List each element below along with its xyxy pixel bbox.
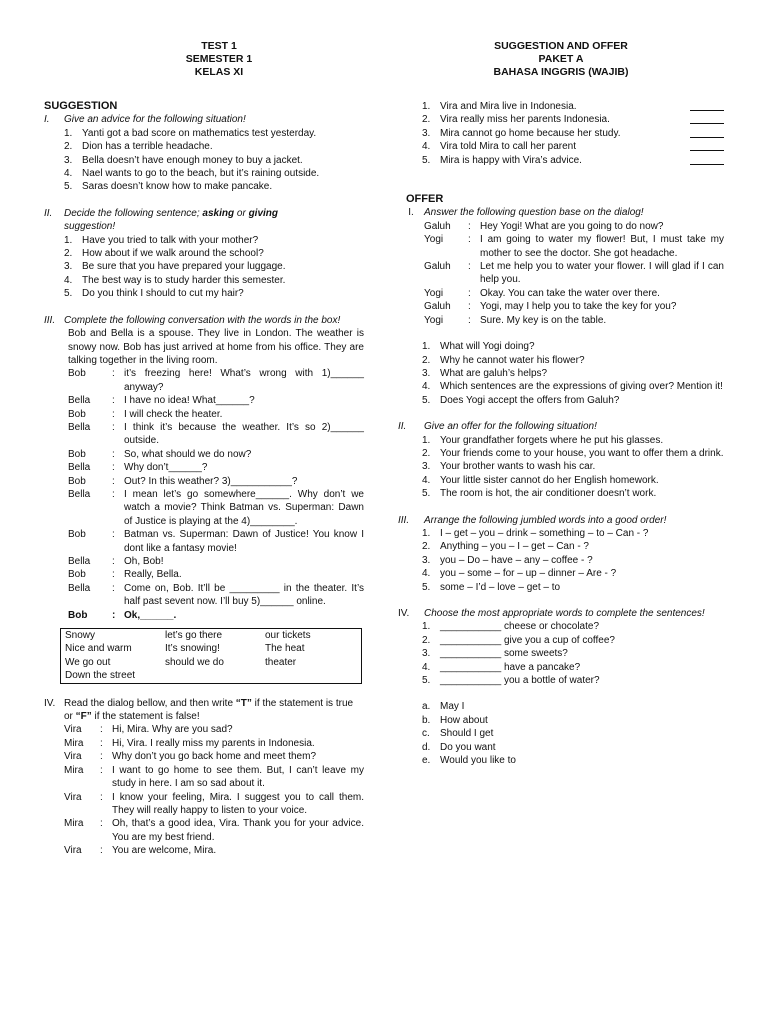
list-item: 2. Anything – you – I – get – Can - ? (422, 541, 589, 553)
list-item: 5. The room is hot, the air conditioner doesn’t work. (422, 488, 657, 500)
list-item: 1. Have you tried to talk with your mother? (64, 234, 259, 246)
dialog-line: Bella : Oh, Bob! (68, 556, 164, 567)
tf-item: 4. Vira told Mira to call her parent (422, 140, 724, 153)
test-label: TEST 1 (201, 40, 237, 52)
dialog-line: Galuh : Let me help you to water your flower. I will glad if I can help you. (424, 261, 724, 286)
tf-list (422, 100, 724, 167)
answer-blank (690, 127, 724, 138)
dialog-line: Bob : Batman vs. Superman: Dawn of Justice! You know I dont like a fantasy movie! (68, 529, 364, 554)
list-item: 4. you – some – for – up – dinner – Are - ? (422, 568, 617, 580)
list-item: 3. Your brother wants to wash his car. (422, 461, 596, 473)
dialog-line: Vira : I know your feeling, Mira. I suggest you to call them. They will really happy to listen to your voice. (64, 791, 364, 816)
tf-item: 1. Vira and Mira live in Indonesia. (422, 100, 724, 113)
s3-dialog (68, 367, 364, 622)
list-item: 3. you – Do – have – any – coffee - ? (422, 554, 593, 566)
dialog-line: Yogi : Okay. You can take the water over there. (424, 287, 660, 299)
dialog-line: Bob : it’s freezing here! What’s wrong with 1)______ anyway? (68, 368, 364, 393)
list-item: 2. ___________ give you a cup of coffee? (422, 634, 615, 646)
o1-instruction: I. Answer the following question base on the dialog! (408, 207, 644, 219)
dialog-line: Vira : Why don’t you go back home and meet them? (64, 751, 317, 763)
dialog-line: Bob : So, what should we do now? (68, 448, 252, 460)
list-item: 4. Your little sister cannot do her English homework. (422, 474, 659, 486)
dialog-line: Mira : Hi, Vira. I really miss my parents in Indonesia. (64, 737, 315, 749)
dialog-line: Bob : Ok,______. (68, 609, 177, 621)
package-label: PAKET A (538, 53, 584, 65)
list-item: 4. Nael wants to go to the beach, but it’s raining outside. (64, 168, 320, 180)
option-item: e. Would you like to (422, 755, 516, 767)
list-item: 1. Yanti got a bad score on mathematics test yesterday. (64, 127, 317, 139)
topic-label: SUGGESTION AND OFFER (494, 40, 628, 52)
list-item: 2. Dion has a terrible headache. (64, 141, 213, 153)
offer-title: OFFER (406, 193, 444, 206)
o1-dialog (424, 220, 724, 327)
o2-instruction: II. Give an offer for the following situation! (398, 421, 597, 433)
dialog-line: Vira : You are welcome, Mira. (64, 845, 217, 857)
dialog-line: Mira : Oh, that’s a good idea, Vira. Thank you for your advice. You are my best friend. (64, 818, 364, 843)
list-item: 3. Bella doesn’t have enough money to buy a jacket. (64, 154, 303, 166)
dialog-line: Galuh : Yogi, may I help you to take the key for you? (424, 301, 677, 313)
dialog-line: Bella : Come on, Bob. It’ll be _________ in the theater. It’s half past sevent now. I’ll buy 5)______ online. (68, 582, 364, 608)
s1-instruction: I. Give an advice for the following situation! (44, 114, 246, 126)
answer-blank (690, 140, 724, 151)
list-item: 2. How about if we walk around the school? (64, 248, 264, 260)
o4-list (422, 620, 724, 687)
left-header (44, 40, 394, 79)
s1-list (64, 127, 364, 194)
list-item: 4. The best way is to study harder this semester. (64, 274, 286, 286)
list-item: 5. some – I’d – love – get – to (422, 581, 561, 593)
list-item: 4. Which sentences are the expressions of giving over? Mention it! (422, 381, 723, 393)
list-item: 2. Why he cannot water his flower? (422, 354, 585, 366)
option-item: b. How about (422, 714, 488, 726)
list-item: 5. Saras doesn’t know how to make pancake. (64, 181, 273, 193)
dialog-line: Bob : Really, Bella. (68, 569, 182, 581)
list-item: 1. What will Yogi doing? (422, 341, 535, 353)
list-item: 3. Be sure that you have prepared your luggage. (64, 261, 286, 273)
dialog-line: Galuh : Hey Yogi! What are you going to do now? (424, 220, 664, 232)
o2-list (422, 434, 724, 501)
tf-item: 3. Mira cannot go home because her study. (422, 127, 724, 140)
word-box: Snowy let’s go there our tickets Nice and warm It’s snowing! The heat We go out should we do theater Down the street (60, 628, 362, 684)
s3-intro: Bob and Bella is a spouse. They live in London. The weather is snowy now. Bob has just arrived at home from his office. They are talking together in the living room. (68, 328, 364, 366)
s4-instruction: IV. Read the dialog bellow, and then write “T” if the statement is true or “F” if the statement is false! (44, 697, 354, 723)
dialog-line: Mira : I want to go home to see them. But, I can’t leave my study in here. I am so sad about it. (64, 764, 364, 790)
dialog-line: Bella : I think it’s because the weather. It’s so 2)______ outside. (68, 421, 364, 447)
list-item: 3. ___________ some sweets? (422, 648, 568, 660)
s4-dialog (64, 723, 364, 857)
dialog-line: Vira : Hi, Mira. Why are you sad? (64, 724, 233, 736)
option-item: a. May I (422, 701, 465, 713)
semester-label: SEMESTER 1 (185, 53, 253, 65)
option-item: d. Do you want (422, 741, 496, 753)
o4-options (422, 700, 724, 767)
list-item: 4. ___________ have a pancake? (422, 661, 581, 673)
dialog-line: Bob : Out? In this weather? 3)___________? (68, 475, 298, 487)
o1-list (422, 340, 724, 407)
list-item: 3. What are galuh’s helps? (422, 367, 548, 379)
s2-list (64, 234, 364, 301)
o3-instruction: III. Arrange the following jumbled words into a good order! (398, 514, 667, 526)
dialog-line: Yogi : I am going to water my flower! But, I must take my mother to see the doctor. She got headache. (424, 234, 724, 259)
suggestion-title: SUGGESTION (44, 100, 118, 112)
answer-blank (690, 100, 724, 111)
option-item: c. Should I get (422, 728, 494, 740)
answer-blank (690, 113, 724, 124)
class-label: KELAS XI (194, 66, 244, 78)
s2-instruction: II. Decide the following sentence; asking or giving suggestion! (44, 207, 279, 233)
answer-blank (690, 154, 724, 165)
suggestion-column (44, 100, 364, 858)
s3-instruction: III. Complete the following conversation with the words in the box! (44, 314, 341, 326)
list-item: 5. Do you think I should to cut my hair? (64, 288, 244, 300)
list-item: 1. ___________ cheese or chocolate? (422, 621, 600, 633)
subject-label: BAHASA INGGRIS (WAJIB) (493, 66, 629, 78)
list-item: 1. Your grandfather forgets where he put his glasses. (422, 434, 664, 446)
dialog-line: Yogi : Sure. My key is on the table. (424, 314, 607, 326)
right-header (398, 40, 724, 79)
dialog-line: Bella : I mean let’s go somewhere______. Why don’t we watch a movie? Think Batman vs. Superman: Dawn of Justice is playing at the 4)________. (68, 488, 364, 527)
dialog-line: Bella : Why don’t______? (68, 462, 208, 474)
list-item: 1. I – get – you – drink – something – to – Can - ? (422, 527, 649, 539)
dialog-line: Bella : I have no idea! What______? (68, 395, 255, 407)
offer-column (398, 100, 724, 767)
dialog-line: Bob : I will check the heater. (68, 408, 223, 420)
list-item: 5. ___________ you a bottle of water? (422, 675, 600, 687)
tf-item: 2. Vira really miss her parents Indonesia. (422, 113, 724, 126)
o4-instruction: IV. Choose the most appropriate words to complete the sentences! (398, 608, 705, 619)
list-item: 2. Your friends come to your house, you want to offer them a drink. (422, 447, 724, 459)
o3-list (422, 527, 724, 594)
tf-item: 5. Mira is happy with Vira’s advice. (422, 154, 724, 167)
list-item: 5. Does Yogi accept the offers from Galuh? (422, 394, 620, 406)
